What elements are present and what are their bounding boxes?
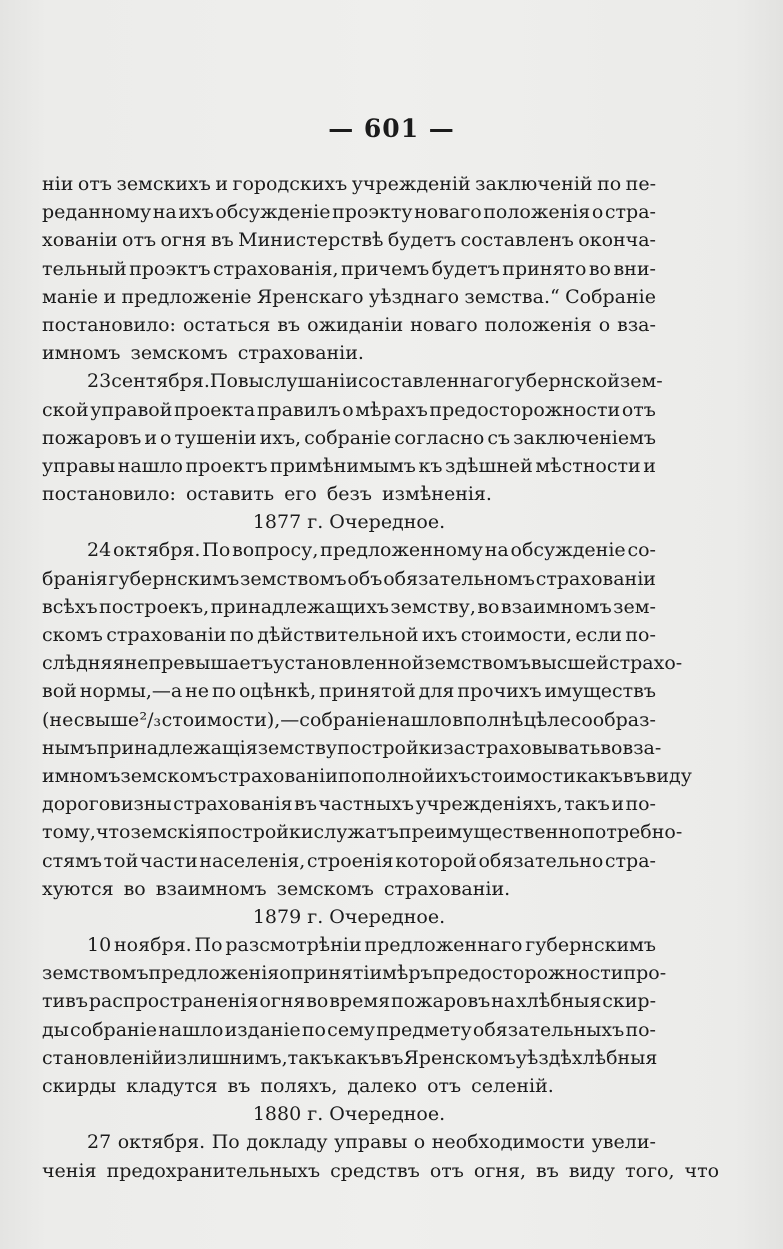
word: увели- bbox=[591, 1131, 656, 1154]
text-line: ченiя предохранительныхъ средствъ отъ огня, въ виду того, что bbox=[42, 1159, 720, 1182]
word: страхованiя, bbox=[212, 257, 339, 280]
year-heading: 1877 г. Очередное. bbox=[252, 511, 446, 534]
word: По bbox=[194, 934, 223, 957]
word: отъ bbox=[122, 229, 157, 252]
word: зем- bbox=[619, 370, 663, 393]
word: о bbox=[160, 426, 172, 449]
text-line bbox=[42, 987, 656, 1015]
word: тивъ bbox=[42, 990, 88, 1013]
word: здѣшней bbox=[445, 454, 533, 477]
word: по bbox=[301, 1018, 326, 1041]
text-line bbox=[42, 170, 656, 198]
word: земскихъ bbox=[116, 173, 211, 195]
year-heading: 1879 г. Очередное. bbox=[252, 905, 446, 928]
word: принятой bbox=[319, 680, 416, 703]
word: проекта bbox=[174, 398, 256, 421]
word: такъ bbox=[564, 793, 610, 816]
word: предосторожности bbox=[429, 398, 621, 421]
word: пе- bbox=[625, 173, 656, 195]
text-line bbox=[42, 255, 656, 283]
word: не bbox=[185, 680, 210, 703]
word: потребно- bbox=[582, 821, 683, 844]
text-line bbox=[42, 959, 667, 987]
word: что bbox=[95, 821, 131, 844]
paragraph bbox=[42, 536, 692, 902]
text-line bbox=[42, 818, 683, 846]
word: на bbox=[491, 990, 516, 1013]
paragraph bbox=[42, 1128, 720, 1184]
word: стямъ bbox=[42, 849, 103, 872]
word: скомъ bbox=[42, 624, 103, 646]
word: октября. bbox=[113, 539, 201, 562]
word: строенiя bbox=[306, 849, 394, 872]
word: тому, bbox=[42, 821, 96, 844]
word: по- bbox=[625, 1018, 656, 1041]
word: ихъ bbox=[178, 201, 214, 224]
word: имуществъ bbox=[544, 680, 656, 703]
word: нашло bbox=[158, 1018, 224, 1041]
word: по bbox=[597, 173, 622, 195]
word: распространенiя bbox=[88, 990, 259, 1013]
year-heading: 1880 г. Очередное. bbox=[252, 1103, 446, 1126]
text-line bbox=[42, 593, 656, 621]
word: земствомъ bbox=[42, 962, 149, 985]
word: страхованiя bbox=[173, 793, 293, 816]
word: по- bbox=[625, 624, 656, 646]
word: учрежденiй bbox=[351, 173, 471, 195]
word: о bbox=[413, 1131, 426, 1154]
word: взаимномъ bbox=[500, 595, 612, 618]
word: тушенiи bbox=[174, 426, 257, 449]
word: нашло bbox=[117, 454, 183, 477]
word: городскихъ bbox=[232, 173, 348, 195]
word: отъ bbox=[621, 398, 656, 421]
word: собранiе bbox=[70, 1018, 158, 1041]
word: пожаровъ bbox=[42, 426, 142, 449]
text-line bbox=[42, 790, 656, 818]
word: о bbox=[279, 962, 291, 985]
text-line bbox=[42, 311, 656, 339]
word: и bbox=[611, 793, 624, 816]
word: установленной bbox=[273, 652, 425, 675]
word: постройки bbox=[337, 736, 444, 759]
word: преимущественно bbox=[398, 821, 583, 844]
text-line bbox=[42, 649, 683, 677]
word: принято bbox=[502, 257, 587, 280]
word: заключенiемъ bbox=[513, 426, 656, 449]
word: нашло bbox=[386, 708, 452, 731]
text-line bbox=[42, 283, 656, 311]
word: хлѣбныя bbox=[515, 990, 602, 1013]
word: необходимости bbox=[431, 1131, 586, 1154]
text-line bbox=[42, 847, 656, 875]
word: разсмотрѣнiи bbox=[225, 934, 362, 957]
word: будетъ bbox=[387, 229, 457, 252]
word: на bbox=[484, 539, 509, 562]
word: управой bbox=[90, 398, 173, 421]
word: мѣръ bbox=[382, 962, 433, 985]
word: объ bbox=[347, 567, 383, 590]
text-line bbox=[42, 396, 656, 424]
word: ды bbox=[42, 1018, 69, 1041]
word: хлѣбныя bbox=[571, 1046, 658, 1069]
word: дороговизны bbox=[42, 793, 172, 816]
word: про- bbox=[623, 962, 667, 985]
word: свыше bbox=[73, 708, 140, 731]
word: вни- bbox=[613, 257, 656, 280]
word: оцѣнкѣ, bbox=[238, 680, 317, 703]
word: По bbox=[202, 539, 231, 562]
word: составленъ bbox=[460, 229, 574, 252]
text-line bbox=[42, 226, 656, 254]
word: прочихъ bbox=[457, 680, 542, 703]
word: въ bbox=[294, 793, 317, 816]
text-line bbox=[42, 1016, 656, 1044]
word: стоимости bbox=[470, 764, 576, 787]
word: принадлежащихъ bbox=[210, 595, 389, 618]
word: предложенiя bbox=[148, 962, 280, 985]
word: реданному bbox=[42, 201, 152, 224]
word: мѣрахъ bbox=[355, 398, 428, 421]
word: въ bbox=[380, 1046, 404, 1069]
word: по bbox=[337, 764, 362, 787]
word: собранiе bbox=[304, 426, 392, 449]
word: ожиданiи bbox=[307, 313, 404, 336]
paragraph bbox=[42, 367, 663, 508]
word: правилъ bbox=[256, 398, 341, 421]
text-line bbox=[42, 198, 656, 226]
word: страхованiи bbox=[535, 567, 656, 590]
word: къ bbox=[418, 454, 443, 477]
word: октября. bbox=[117, 1131, 206, 1154]
word: остаться bbox=[182, 313, 271, 336]
text-line bbox=[42, 565, 656, 593]
word: и bbox=[215, 173, 228, 195]
word: новаго bbox=[410, 313, 478, 336]
word: постройки bbox=[207, 821, 314, 844]
word: ской bbox=[42, 398, 89, 421]
word: Министерствѣ bbox=[238, 229, 384, 252]
paragraph bbox=[42, 931, 667, 1100]
word: такъ bbox=[287, 1046, 334, 1069]
word: земскiя bbox=[130, 821, 208, 844]
text-line bbox=[42, 536, 656, 564]
word: превышаетъ bbox=[148, 652, 274, 675]
word: стоимости),—собранiе bbox=[161, 708, 387, 731]
word: вза- bbox=[622, 736, 662, 759]
word: зем- bbox=[613, 595, 656, 618]
document-body bbox=[42, 170, 720, 1185]
text-line: имномъ земскомъ страхованiи. bbox=[42, 342, 364, 365]
word: во bbox=[588, 257, 611, 280]
word: сему bbox=[327, 1018, 376, 1041]
text-line bbox=[42, 931, 656, 959]
text-line bbox=[42, 706, 656, 734]
word: отъ bbox=[77, 173, 112, 195]
word: какъ bbox=[333, 1046, 381, 1069]
word: страхо- bbox=[608, 652, 683, 675]
word: предложеннаго bbox=[364, 934, 523, 957]
text-line bbox=[42, 452, 656, 480]
word: по bbox=[211, 680, 237, 703]
word: обсужденiе bbox=[215, 201, 331, 224]
word: стра- bbox=[604, 201, 656, 224]
word: ²/₃ bbox=[139, 708, 162, 731]
word: сентября. bbox=[111, 370, 210, 393]
word: 23 bbox=[87, 370, 112, 393]
word: нiи bbox=[42, 173, 74, 195]
word: о bbox=[598, 313, 611, 336]
word: положенiя bbox=[484, 313, 592, 336]
word: пожаровъ bbox=[390, 990, 491, 1013]
word: Яренскаго bbox=[256, 285, 364, 308]
word: цѣлесообраз- bbox=[523, 708, 656, 731]
word: 27 bbox=[87, 1131, 112, 1154]
word: страхованiи bbox=[217, 764, 338, 787]
text-line: хуются во взаимномъ земскомъ страхованiи. bbox=[42, 877, 511, 900]
word: предмету bbox=[376, 1018, 472, 1041]
word: принадлежащiя bbox=[96, 736, 258, 759]
word: которой bbox=[395, 849, 477, 872]
word: принятiи bbox=[290, 962, 383, 985]
word: обязательно bbox=[478, 849, 604, 872]
word: обязательныхъ bbox=[472, 1018, 625, 1041]
word: вза- bbox=[617, 313, 656, 336]
word: губернскимъ bbox=[108, 567, 240, 590]
text-line bbox=[42, 734, 662, 762]
word: во bbox=[306, 990, 329, 1013]
word: предложенному bbox=[320, 539, 483, 562]
text-line: постановило: оставить его безъ измѣненiя. bbox=[42, 483, 492, 506]
word: о bbox=[342, 398, 354, 421]
word: о bbox=[591, 201, 604, 224]
word: на bbox=[152, 201, 177, 224]
word: по bbox=[229, 624, 254, 646]
word: и bbox=[103, 285, 117, 308]
word: уѣздѣ bbox=[515, 1046, 572, 1069]
word: проэктъ bbox=[129, 257, 211, 280]
word: положенiя bbox=[483, 201, 591, 224]
word: высшей bbox=[530, 652, 609, 675]
word: губернскимъ bbox=[525, 934, 656, 957]
word: предложенiе bbox=[121, 285, 252, 308]
word: будетъ bbox=[431, 257, 500, 280]
text-line: скирды кладутся въ поляхъ, далеко отъ селенiй. bbox=[42, 1075, 554, 1097]
word: вой bbox=[42, 680, 77, 703]
word: виду bbox=[645, 764, 692, 787]
word: для bbox=[418, 680, 455, 703]
text-line bbox=[42, 1128, 656, 1156]
word: части bbox=[139, 849, 198, 872]
word: застраховывать bbox=[443, 736, 601, 759]
word: вполнѣ bbox=[452, 708, 524, 731]
word: манiе bbox=[42, 285, 99, 308]
word: страхованiи bbox=[106, 624, 227, 646]
word: скир- bbox=[602, 990, 656, 1013]
word: губернской bbox=[504, 370, 620, 393]
word: той bbox=[103, 849, 139, 872]
word: огня bbox=[160, 229, 207, 252]
word: управы bbox=[42, 454, 116, 477]
word: ноября. bbox=[114, 934, 192, 957]
word: излишнимъ, bbox=[164, 1046, 288, 1069]
word: и bbox=[144, 426, 157, 449]
word: населенiя, bbox=[199, 849, 306, 872]
word: тельный bbox=[42, 257, 127, 280]
word: стоимости, bbox=[460, 624, 573, 646]
word: земства.“ bbox=[464, 285, 560, 308]
word: мѣстности bbox=[535, 454, 641, 477]
word: оконча- bbox=[578, 229, 656, 252]
word: 24 bbox=[87, 539, 112, 562]
word: слѣдняя bbox=[42, 652, 125, 675]
word: постановило: bbox=[42, 313, 176, 336]
word: управы bbox=[334, 1131, 408, 1154]
word: По bbox=[209, 370, 238, 393]
word: вопросу, bbox=[232, 539, 319, 562]
word: согласно bbox=[394, 426, 485, 449]
text-line bbox=[42, 1044, 656, 1072]
word: уѣзднаго bbox=[368, 285, 460, 308]
word: время bbox=[329, 990, 391, 1013]
word: въ bbox=[622, 764, 646, 787]
word: въ bbox=[210, 229, 234, 252]
word: по- bbox=[625, 793, 656, 816]
word: бранiя bbox=[42, 567, 108, 590]
word: земствомъ bbox=[424, 652, 531, 675]
word: полной bbox=[361, 764, 435, 787]
word: частныхъ bbox=[318, 793, 415, 816]
word: земскомъ bbox=[120, 764, 218, 787]
text-line bbox=[42, 621, 656, 649]
word: составленнаго bbox=[358, 370, 505, 393]
word: если bbox=[575, 624, 623, 646]
word: ихъ, bbox=[259, 426, 302, 449]
word: нормы,—а bbox=[79, 680, 183, 703]
word: съ bbox=[487, 426, 511, 449]
word: хованiи bbox=[42, 229, 118, 252]
text-line bbox=[42, 424, 656, 452]
word: всѣхъ bbox=[42, 595, 98, 618]
word: земству, bbox=[390, 595, 476, 618]
word: не bbox=[124, 652, 149, 675]
word: примѣнимымъ bbox=[270, 454, 416, 477]
word: имномъ bbox=[42, 764, 121, 787]
word: дѣйствительной bbox=[257, 624, 419, 646]
word: во bbox=[477, 595, 500, 618]
word: огня bbox=[259, 990, 306, 1013]
word: со- bbox=[627, 539, 656, 562]
word: земствомъ bbox=[240, 567, 347, 590]
word: проэкту bbox=[332, 201, 413, 224]
paragraph bbox=[42, 170, 656, 367]
word: обязательномъ bbox=[383, 567, 535, 590]
text-line bbox=[42, 367, 663, 395]
word: По bbox=[211, 1131, 240, 1154]
word: Яренскомъ bbox=[403, 1046, 516, 1069]
word: новаго bbox=[414, 201, 482, 224]
word: построекъ, bbox=[99, 595, 210, 618]
word: земству bbox=[257, 736, 338, 759]
word: выслушанiи bbox=[237, 370, 358, 393]
word: стра- bbox=[604, 849, 656, 872]
word: проектъ bbox=[185, 454, 268, 477]
word: въ bbox=[277, 313, 301, 336]
word: учрежденiяхъ, bbox=[415, 793, 563, 816]
word: обсужденiе bbox=[510, 539, 626, 562]
word: во bbox=[600, 736, 623, 759]
text-line bbox=[42, 677, 656, 705]
page-number: — 601 — bbox=[328, 114, 455, 143]
word: какъ bbox=[575, 764, 623, 787]
text-line bbox=[42, 762, 692, 790]
word: становленiй bbox=[42, 1046, 164, 1069]
word: заключенiй bbox=[475, 173, 593, 195]
word: предосторожности bbox=[432, 962, 624, 985]
word: (не bbox=[42, 708, 74, 731]
word: ихъ bbox=[421, 624, 458, 646]
word: изданiе bbox=[224, 1018, 301, 1041]
word: Собранiе bbox=[565, 285, 656, 308]
word: 10 bbox=[87, 934, 112, 957]
word: докладу bbox=[246, 1131, 328, 1154]
word: и bbox=[643, 454, 656, 477]
word: ихъ bbox=[434, 764, 471, 787]
word: причемъ bbox=[341, 257, 430, 280]
word: нымъ bbox=[42, 736, 97, 759]
word: служатъ bbox=[313, 821, 399, 844]
